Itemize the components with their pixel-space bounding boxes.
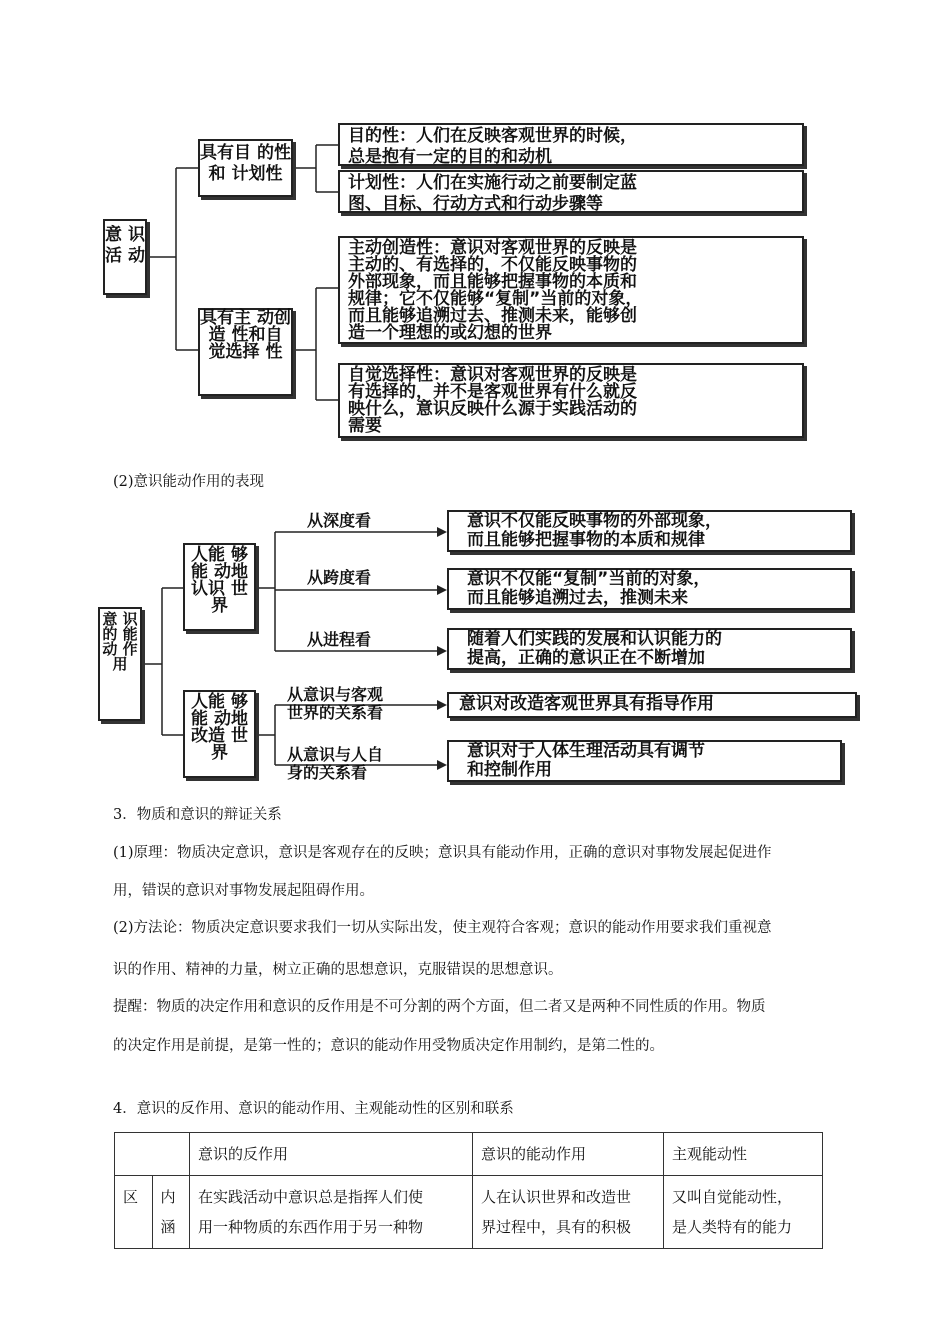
section3-principle-line1: (1)原理：物质决定意识，意识是客观存在的反映；意识具有能动作用，正确的意识对事物发展起促进作 — [113, 845, 772, 861]
table-header-dynamic: 意识的能动作用 — [473, 1133, 664, 1176]
table-header-row — [115, 1133, 823, 1176]
table-cell-subjective: 又叫自觉能动性， 是人类特有的能力 — [664, 1176, 823, 1249]
diagram2-branch-cognize: 人能 够能 动地 认识 世界 — [183, 543, 256, 631]
diagram1-leaf-selective: 自觉选择性：意识对客观世界的反映是 有选择的，并不是客观世界有什么就反 映什么，意识反映什么源于实践活动的 需要 — [338, 363, 804, 438]
table-row — [115, 1176, 823, 1249]
diagram2-label-self: 从意识与人自 身的关系看 — [287, 745, 384, 782]
table-header-reaction: 意识的反作用 — [190, 1133, 473, 1176]
diagram1-leaf-purpose: 目的性：人们在反映客观世界的时候， 总是抱有一定的目的和动机 — [338, 123, 804, 166]
section3-method-line1: (2)方法论：物质决定意识要求我们一切从实际出发，使主观符合客观；意识的能动作用要求我们重视意 — [113, 920, 772, 936]
section2-title: (2)意识能动作用的表现 — [113, 474, 265, 490]
section3-reminder-line2: 的决定作用是前提，是第一性的；意识的能动作用受物质决定作用制约，是第二性的。 — [113, 1038, 664, 1054]
diagram2-leaf-self: 意识对于人体生理活动具有调节 和控制作用 — [447, 740, 842, 782]
diagram2-label-objective: 从意识与客观 世界的关系看 — [287, 685, 384, 722]
table-header-subjective: 主观能动性 — [664, 1133, 823, 1176]
diagram1-branch-purpose: 具有目 的性和 计划性 — [198, 139, 293, 197]
section3-principle-line2: 用，错误的意识对事物发展起阻碍作用。 — [113, 883, 374, 899]
diagram1-leaf-plan: 计划性：人们在实施行动之前要制定蓝 图、目标、行动方式和行动步骤等 — [338, 170, 804, 213]
diagram1-leaf-creative: 主动创造性：意识对客观世界的反映是 主动的、有选择的，不仅能反映事物的 外部现象，而且能够把握事物的本质和 规律；它不仅能够“复制”当前的对象， 而且能够追溯过去、推测未来，能够创 造一个理想的或幻想的世界 — [338, 236, 804, 344]
table-row-label-connotation: 内 涵 — [152, 1176, 190, 1249]
diagram1-root: 意 识 活 动 — [103, 219, 147, 295]
diagram2-branch-transform: 人能 够能 动地 改造 世界 — [183, 690, 256, 778]
diagram2-label-depth: 从深度看 — [307, 511, 372, 530]
table-header-blank — [115, 1133, 190, 1176]
diagram2-label-process: 从进程看 — [307, 630, 372, 649]
diagram2-label-span: 从跨度看 — [307, 568, 372, 587]
diagram2-root: 意 识 的 能 动 作 用 — [98, 607, 142, 721]
section3-title: 3．物质和意识的辩证关系 — [113, 807, 282, 823]
section4-title: 4．意识的反作用、意识的能动作用、主观能动性的区别和联系 — [113, 1101, 514, 1117]
diagram2-leaf-span: 意识不仅能“复制”当前的对象， 而且能够追溯过去，推测未来 — [447, 568, 852, 610]
diagram2-leaf-objective: 意识对改造客观世界具有指导作用 — [447, 692, 857, 718]
table-cell-reaction: 在实践活动中意识总是指挥人们使 用一种物质的东西作用于另一种物 — [190, 1176, 473, 1249]
diagram2-leaf-depth: 意识不仅能反映事物的外部现象， 而且能够把握事物的本质和规律 — [447, 510, 852, 552]
table-row-label-distinction: 区 — [115, 1176, 153, 1249]
section3-reminder-line1: 提醒：物质的决定作用和意识的反作用是不可分割的两个方面，但二者又是两种不同性质的作用。物质 — [113, 999, 766, 1015]
diagram1-branch-creative: 具有主 动创造 性和自 觉选择 性 — [198, 308, 293, 396]
diagram2-leaf-process: 随着人们实践的发展和认识能力的 提高，正确的意识正在不断增加 — [447, 628, 852, 670]
section3-method-line2: 识的作用、精神的力量，树立正确的思想意识，克服错误的思想意识。 — [113, 962, 563, 978]
table-cell-dynamic: 人在认识世界和改造世 界过程中，具有的积极 — [473, 1176, 664, 1249]
comparison-table — [114, 1132, 823, 1249]
